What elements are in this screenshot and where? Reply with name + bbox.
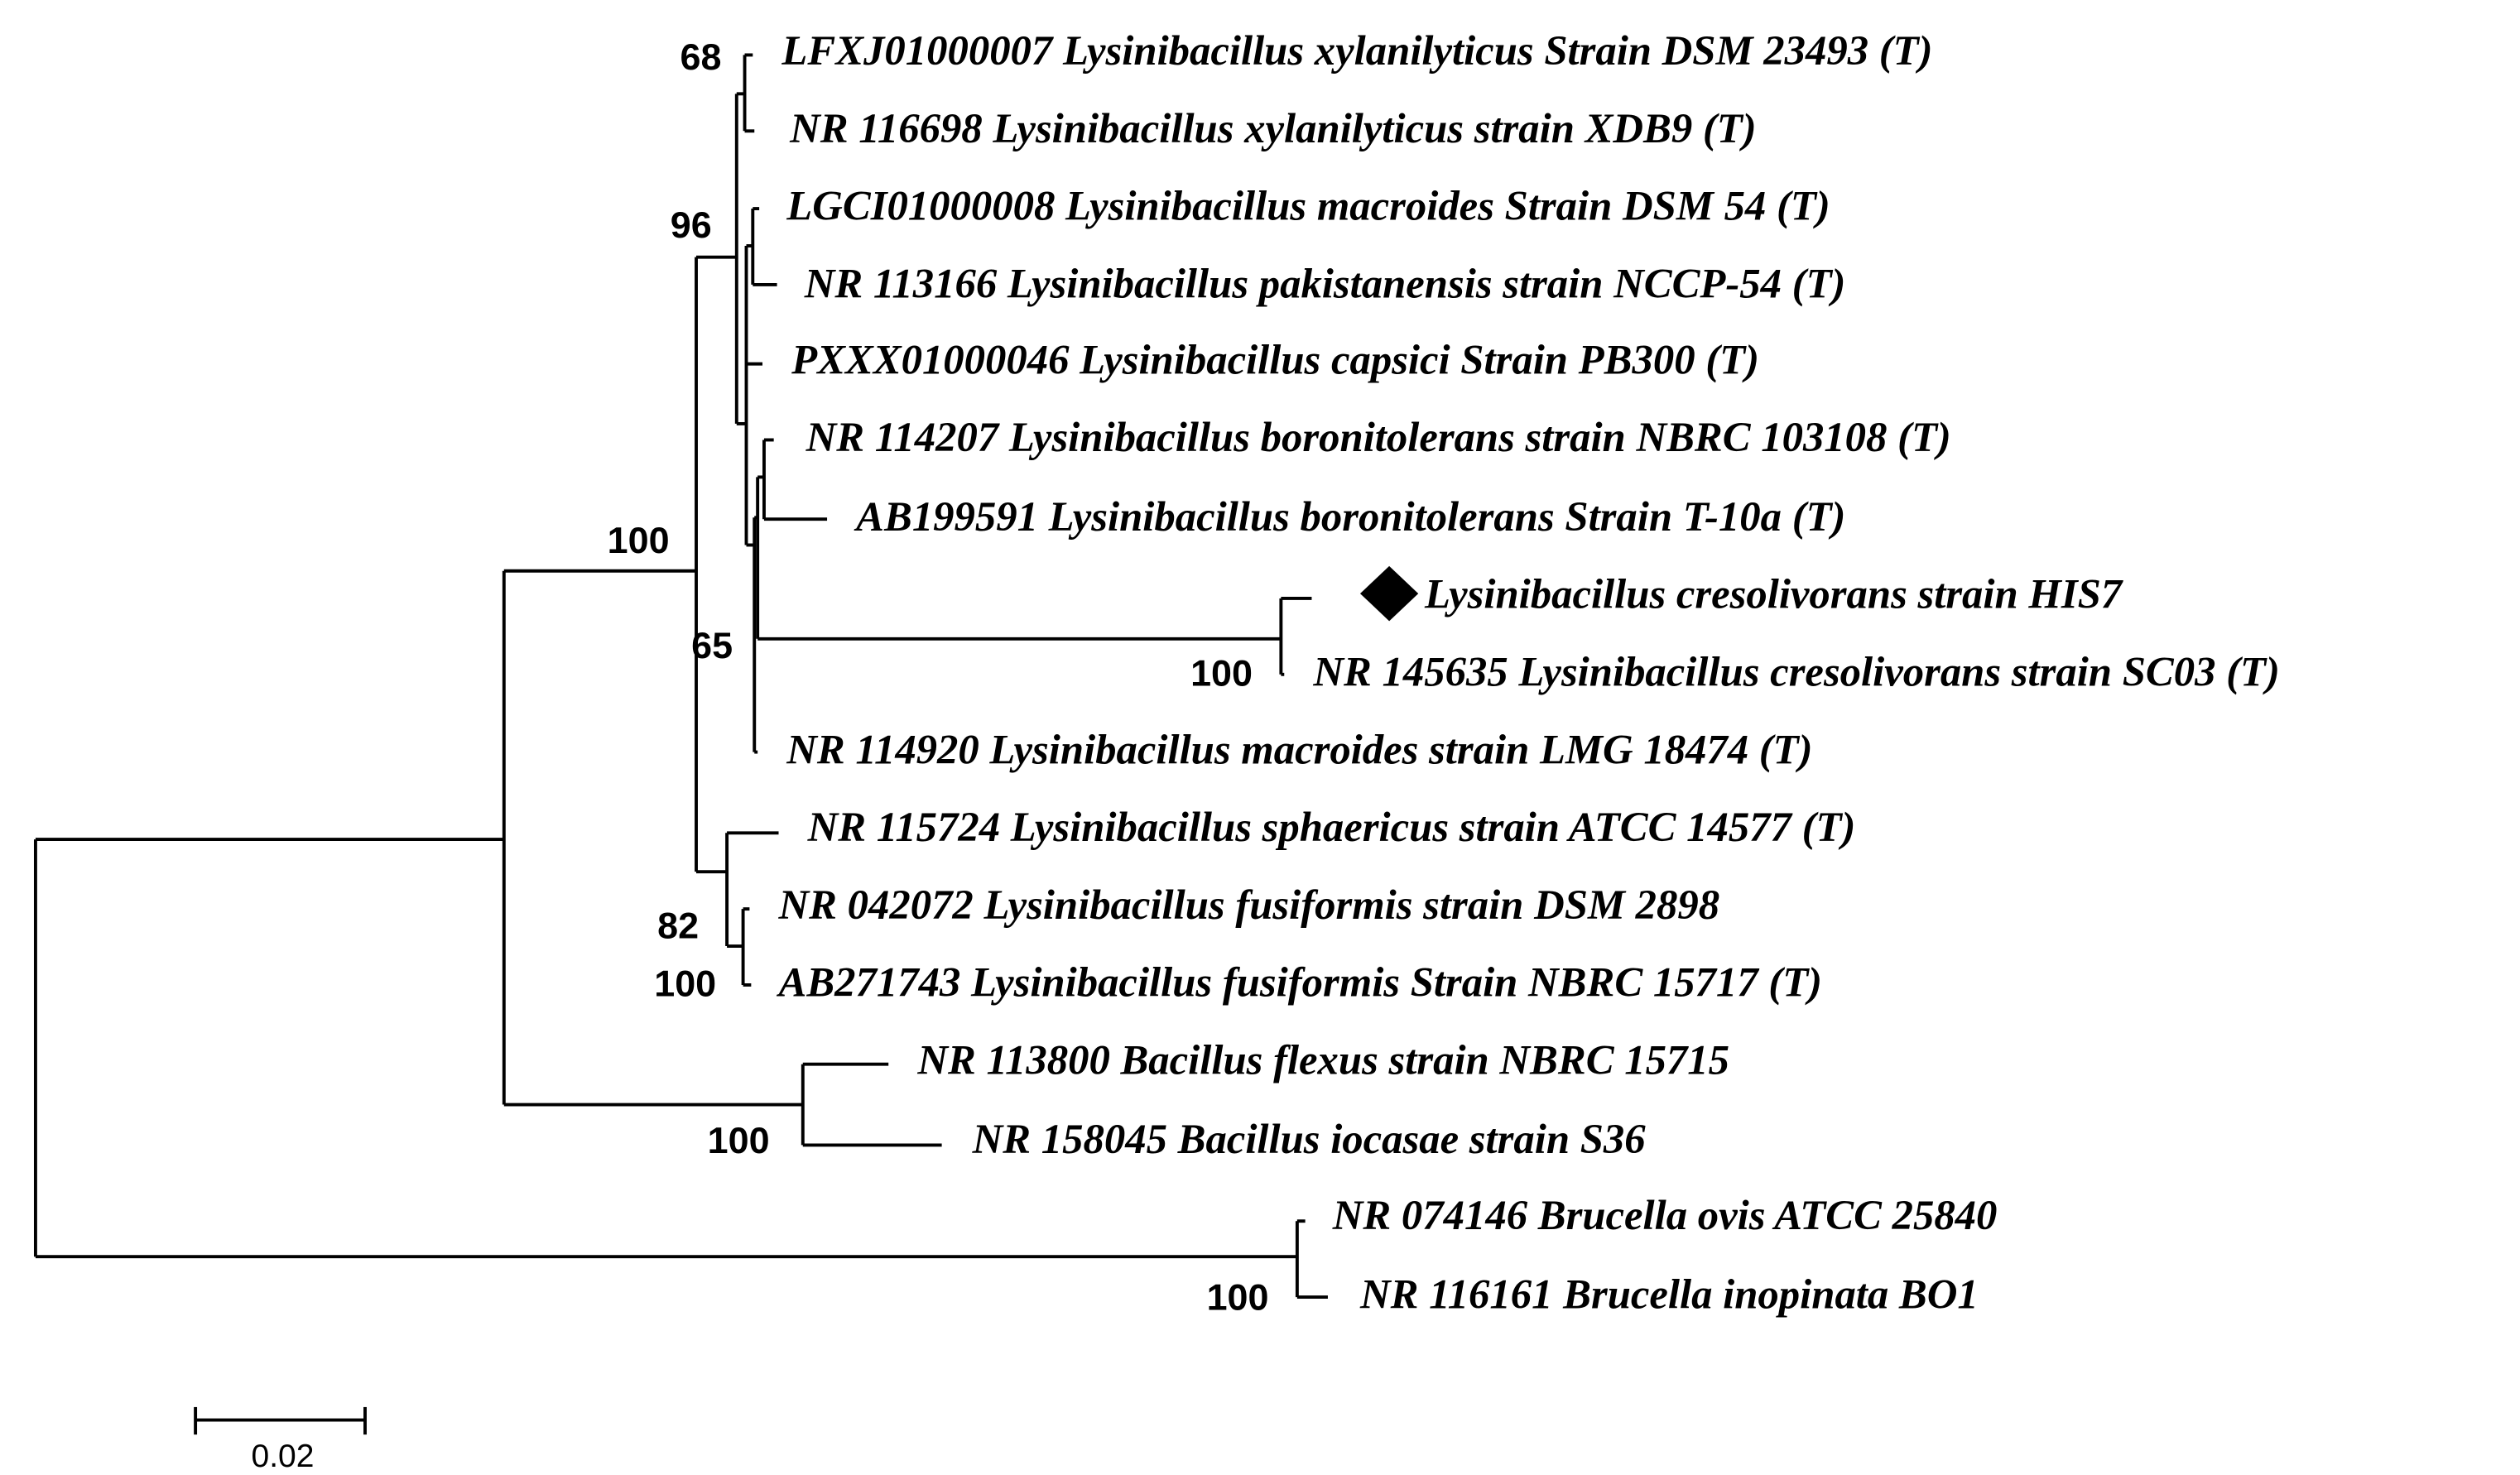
taxon-label: NR 145635 Lysinibacillus cresolivorans strain SC03 (T) — [1313, 648, 2280, 695]
taxon-label: NR 113800 Bacillus flexus strain NBRC 15715 — [917, 1036, 1730, 1083]
taxon-label: PXXX01000046 Lysinibacillus capsici Strain PB300 (T) — [791, 336, 1759, 383]
bootstrap-value: 100 — [607, 519, 670, 562]
bootstrap-value: 100 — [654, 962, 717, 1005]
taxon-label: NR 115724 Lysinibacillus sphaericus strain ATCC 14577 (T) — [807, 804, 1856, 851]
taxon-label: NR 114207 Lysinibacillus boronitolerans strain NBRC 103108 (T) — [806, 414, 1951, 461]
diamond-icon — [1360, 566, 1418, 621]
taxon-label: LGCI01000008 Lysinibacillus macroides Strain DSM 54 (T) — [786, 182, 1830, 229]
taxon-label: NR 074146 Brucella ovis ATCC 25840 — [1332, 1191, 1998, 1239]
bootstrap-value: 100 — [707, 1119, 770, 1162]
taxon-labels — [777, 27, 2280, 1318]
taxon-label: NR 116161 Brucella inopinata BO1 — [1359, 1271, 1979, 1318]
taxon-label: LFXJ01000007 Lysinibacillus xylanilyticus Strain DSM 23493 (T) — [781, 27, 1933, 74]
taxon-label: NR 113166 Lysinibacillus pakistanensis strain NCCP-54 (T) — [804, 260, 1846, 307]
scale-bar — [195, 1407, 365, 1474]
bootstrap-value: 96 — [670, 204, 712, 247]
taxon-label: AB199591 Lysinibacillus boronitolerans Strain T-10a (T) — [856, 492, 1846, 540]
taxon-label: NR 116698 Lysinibacillus xylanilyticus strain XDB9 (T) — [790, 104, 1757, 151]
bootstrap-value: 100 — [1190, 651, 1253, 694]
taxon-label: AB271743 Lysinibacillus fusiformis Strain NBRC 15717 (T) — [778, 959, 1823, 1006]
taxon-label: NR 114920 Lysinibacillus macroides strain LMG 18474 (T) — [786, 726, 1813, 773]
bootstrap-value: 68 — [680, 35, 722, 79]
taxon-label: Lysinibacillus cresolivorans strain HIS7 — [1425, 570, 2123, 617]
bootstrap-value: 100 — [1206, 1276, 1269, 1319]
scale-bar-label: 0.02 — [251, 1439, 315, 1475]
bootstrap-value: 65 — [691, 624, 733, 667]
bootstrap-value: 82 — [657, 904, 700, 947]
taxon-label: NR 158045 Bacillus iocasae strain S36 — [972, 1116, 1646, 1163]
taxon-label: NR 042072 Lysinibacillus fusiformis strain DSM 2898 — [778, 881, 1720, 928]
